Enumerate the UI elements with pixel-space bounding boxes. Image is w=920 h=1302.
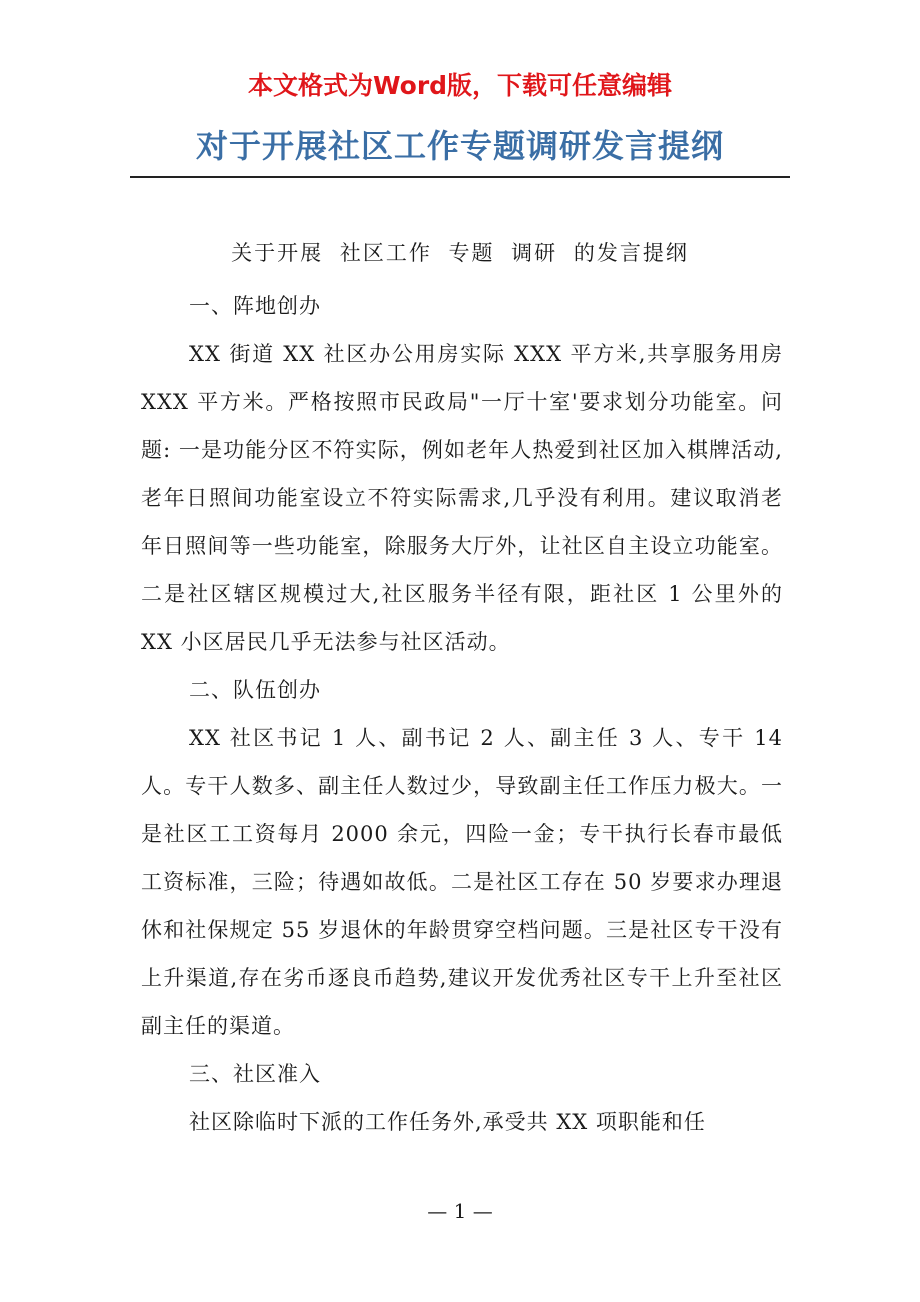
document-title: 对于开展社区工作专题调研发言提纲 <box>195 127 724 165</box>
title-divider <box>130 176 790 178</box>
download-banner: 本文格式为Word版，下载可任意编辑 <box>247 71 673 100</box>
section-heading: 三、社区准入 <box>189 1062 321 1086</box>
document-body <box>141 282 783 1146</box>
document-subtitle: 关于开展 社区工作 专题 调研 的发言提纲 <box>231 241 689 265</box>
section-heading: 二、队伍创办 <box>189 678 321 702</box>
section-paragraph: 社区除临时下派的工作任务外,承受共 XX 项职能和任 <box>189 1110 706 1134</box>
page-number: — 1 — <box>427 1199 493 1223</box>
section-heading: 一、阵地创办 <box>189 294 321 318</box>
section-paragraph: XX 街道 XX 社区办公用房实际 XXX 平方米,共享服务用房 XXX 平方米。严格按照市民政局"一厅十室'要求划分功能室。问题: 一是功能分区不符实际，例如老年人热爱到社区加入棋牌活动,老年日照间功能室设立不符实际需求,几乎没有利用。建议取消老年日照间等一些功能室，除服务大厅外，让社区自主设立功能室。二是社区辖区规模过大,社区服务半径有限，距社区 1 公里外的 XX 小区居民几乎无法参与社区活动。 <box>141 342 783 654</box>
section-paragraph: XX 社区书记 1 人、副书记 2 人、副主任 3 人、专干 14 人。专干人数多、副主任人数过少，导致副主任工作压力极大。一是社区工工资每月 2000 余元，四险一金；专干执行长春市最低工资标准，三险；待遇如故低。二是社区工存在 50 岁要求办理退休和社保规定 55 岁退休的年龄贯穿空档问题。三是社区专干没有上升渠道,存在劣币逐良币趋势,建议开发优秀社区专干上升至社区副主任的渠道。 <box>141 726 783 1038</box>
